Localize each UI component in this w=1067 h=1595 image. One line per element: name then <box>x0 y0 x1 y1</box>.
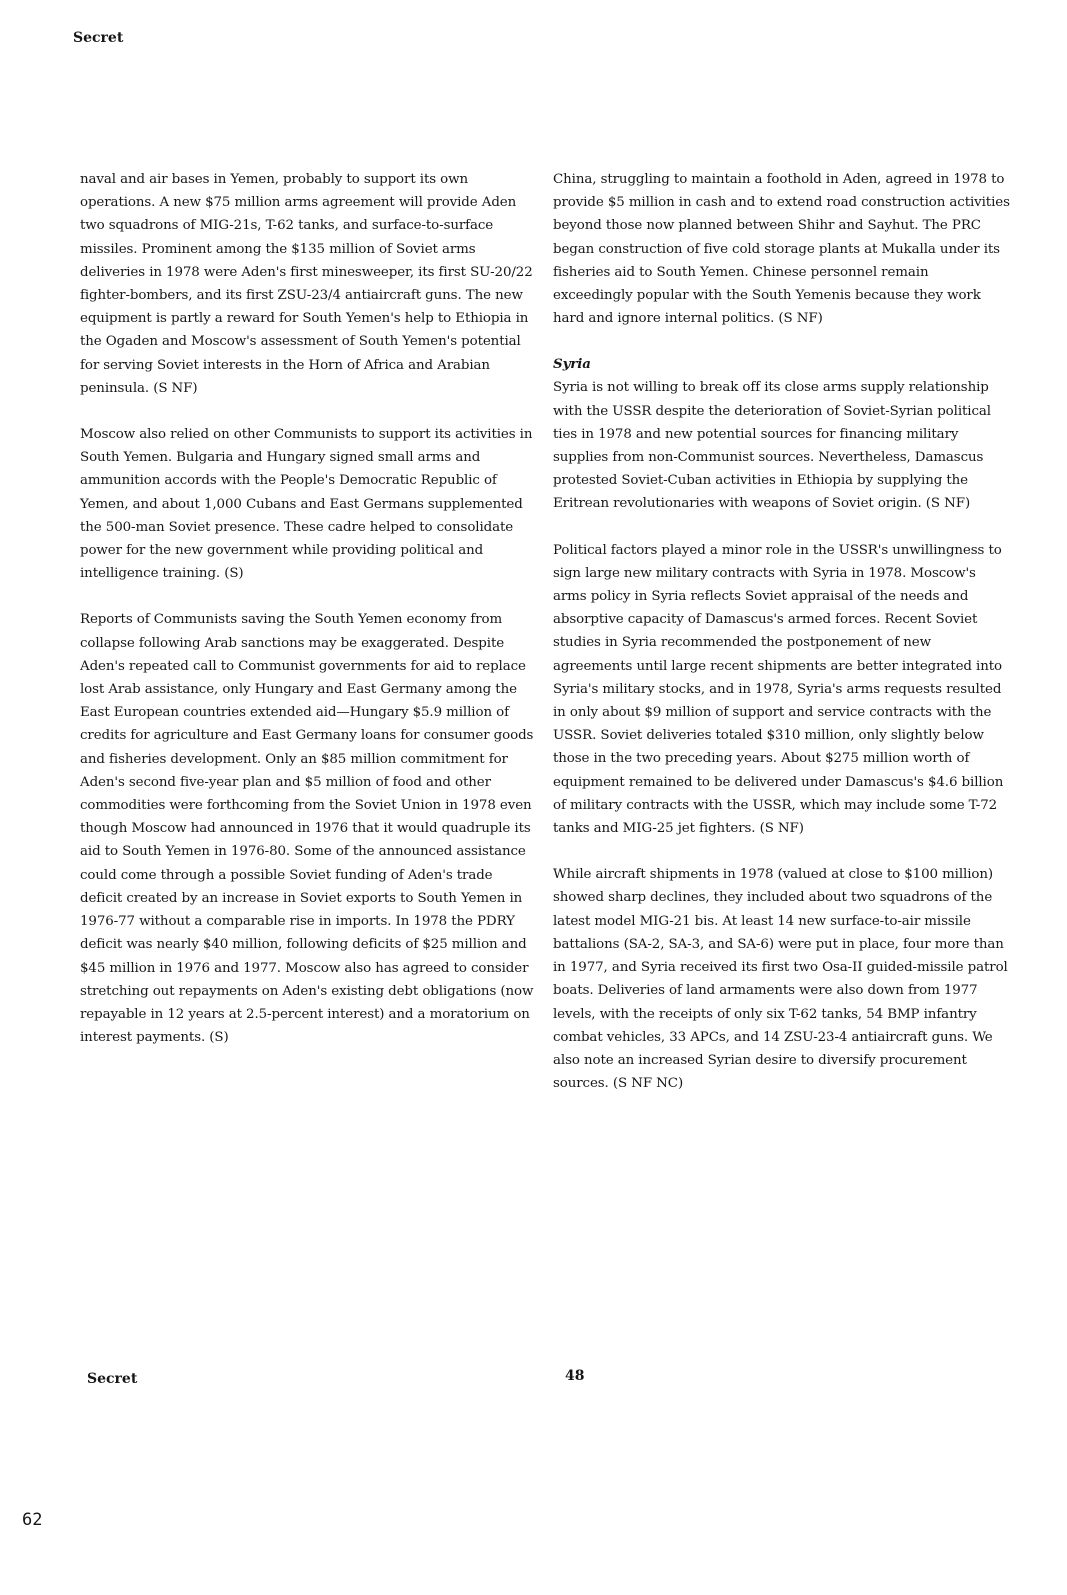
paragraph-syria-deliveries: While aircraft shipments in 1978 (valued at close to $100 million) showed sharp declines, they included about two squadrons of the latest model MIG-21 bis. At least 14 new surface-to-air missile battalions (SA-2, SA-3, and SA-6) were put in place, four more than in 1977, and Syria received its first two Osa-II guided-missile patrol boats. Deliveries of land armaments were also down from 1977 levels, with the receipts of only six T-62 tanks, 54 BMP infantry combat vehicles, 33 APCs, and 14 ZSU-23-4 antiaircraft guns. We also note an increased Syrian desire to diversify procurement sources. (S NF NC) <box>553 867 1008 1092</box>
paragraph-economic-aid: Reports of Communists saving the South Yemen economy from collapse following Arab sanctions may be exaggerated. Despite Aden's repeated call to Communist governments for aid to replace lost Arab assistance, only Hungary and East Germany among the East European countries extended aid—Hungary $5.9 million of credits for agriculture and East Germany loans for consumer goods and fisheries development. Only an $85 million commitment for Aden's second five-year plan and $5 million of food and other commodities were forthcoming from the Soviet Union in 1978 even though Moscow had announced in 1976 that it would quadruple its aid to South Yemen in 1976-80. Some of the announced assistance could come through a possible Soviet funding of Aden's trade deficit created by an increase in Soviet exports to South Yemen in 1976-77 without a comparable rise in imports. In 1978 the PDRY deficit was nearly $40 million, following deficits of $25 million and $45 million in 1976 and 1977. Moscow also has agreed to consider stretching out repayments on Aden's existing debt obligations (now repayable in 12 years at 2.5-percent interest) and a moratorium on interest payments. (S) <box>80 612 534 1046</box>
left-column <box>80 168 535 1072</box>
scan-page-number: 62 <box>22 1510 43 1530</box>
paragraph-other-communists: Moscow also relied on other Communists to support its activities in South Yemen. Bulgaria and Hungary signed small arms and ammunition accords with the People's Democratic Republic of Yemen, and about 1,000 Cubans and East Germans supplemented the 500-man Soviet presence. These cadre helped to consolidate power for the new government while providing political and intelligence training. (S) <box>80 427 533 582</box>
paragraph-aden-arms: naval and air bases in Yemen, probably to support its own operations. A new $75 million arms agreement will provide Aden two squadrons of MIG-21s, T-62 tanks, and surface-to-surface missiles. Prominent among the $135 million of Soviet arms deliveries in 1978 were Aden's first minesweeper, its first SU-20/22 fighter-bombers, and its first ZSU-23/4 antiaircraft guns. The new equipment is partly a reward for South Yemen's help to Ethiopia in the Ogaden and Moscow's assessment of South Yemen's potential for serving Soviet interests in the Horn of Africa and Arabian peninsula. (S NF) <box>80 172 533 396</box>
paragraph-syria-arms-relationship: Syria is not willing to break off its close arms supply relationship with the USSR despite the deterioration of Soviet-Syrian political ties in 1978 and new potential sources for financing military supplies from non-Communist sources. Nevertheless, Damascus protested Soviet-Cuban activities in Ethiopia by supplying the Eritrean revolutionaries with weapons of Soviet origin. (S NF) <box>553 380 991 512</box>
classification-footer: Secret <box>87 1371 138 1387</box>
paragraph-china-aid: China, struggling to maintain a foothold in Aden, agreed in 1978 to provide $5 million in cash and to extend road construction activities beyond those now planned between Shihr and Sayhut. The PRC began construction of five cold storage plants at Mukalla under its fisheries aid to South Yemen. Chinese personnel remain exceedingly popular with the South Yemenis because they work hard and ignore internal politics. (S NF) <box>553 172 1010 327</box>
section-heading-syria: Syria <box>553 356 591 373</box>
classification-header: Secret <box>73 30 124 46</box>
paragraph-syria-political-factors: Political factors played a minor role in the USSR's unwillingness to sign large new military contracts with Syria in 1978. Moscow's arms policy in Syria reflects Soviet appraisal of the needs and absorptive capacity of Damascus's armed forces. Recent Soviet studies in Syria recommended the postponement of new agreements until large recent shipments are better integrated into Syria's military stocks, and in 1978, Syria's arms requests resulted in only about $9 million of support and service contracts with the USSR. Soviet deliveries totaled $310 million, only slightly below those in the two preceding years. About $275 million worth of equipment remained to be delivered under Damascus's $4.6 billion of military contracts with the USSR, which may include some T-72 tanks and MIG-25 jet fighters. (S NF) <box>553 542 1004 837</box>
page-number: 48 <box>565 1368 585 1384</box>
right-column <box>553 168 1011 1118</box>
